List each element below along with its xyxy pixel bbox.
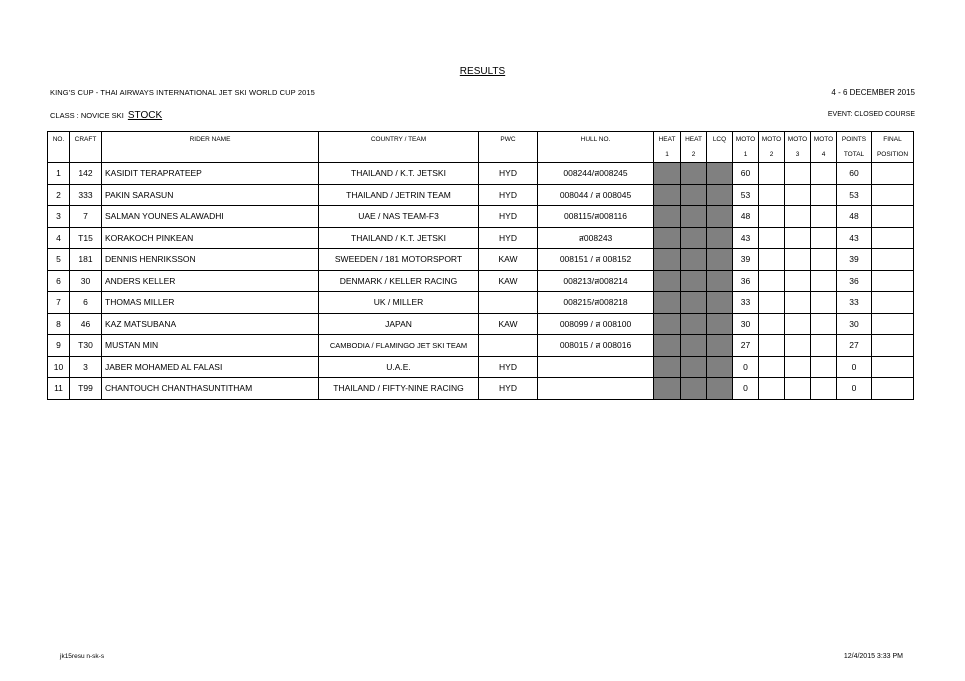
- moto2-cell: [759, 378, 785, 400]
- moto2-cell: [759, 227, 785, 249]
- moto2-cell: [759, 335, 785, 357]
- col-craft: CRAFT: [70, 132, 102, 163]
- hull-cell: [538, 356, 654, 378]
- craft-cell: 333: [70, 184, 102, 206]
- pwc-cell: HYD: [479, 184, 538, 206]
- lcq-cell: [707, 249, 733, 271]
- no-cell: 11: [48, 378, 70, 400]
- moto1-cell: 27: [733, 335, 759, 357]
- rider-cell: DENNIS HENRIKSSON: [102, 249, 319, 271]
- results-table: [47, 131, 914, 400]
- moto2-cell: [759, 292, 785, 314]
- moto3-cell: [785, 227, 811, 249]
- moto2-cell: [759, 313, 785, 335]
- country-cell: THAILAND / K.T. JETSKI: [319, 163, 479, 185]
- table-row: [48, 206, 914, 228]
- moto2-cell: [759, 356, 785, 378]
- moto2-cell: [759, 206, 785, 228]
- no-cell: 8: [48, 313, 70, 335]
- total-cell: 43: [837, 227, 872, 249]
- heat2-cell: [681, 270, 707, 292]
- heat1-cell: [654, 356, 681, 378]
- col-moto3-num: 3: [785, 146, 811, 163]
- rider-cell: CHANTOUCH CHANTHASUNTITHAM: [102, 378, 319, 400]
- moto4-cell: [811, 206, 837, 228]
- moto4-cell: [811, 378, 837, 400]
- pwc-cell: KAW: [479, 249, 538, 271]
- hull-cell: 008151 / ส 008152: [538, 249, 654, 271]
- col-pwc: PWC: [479, 132, 538, 163]
- final-position-cell: [872, 378, 914, 400]
- final-position-cell: [872, 313, 914, 335]
- rider-cell: ANDERS KELLER: [102, 270, 319, 292]
- craft-cell: 46: [70, 313, 102, 335]
- heat1-cell: [654, 313, 681, 335]
- moto4-cell: [811, 356, 837, 378]
- col-points: POINTS: [837, 132, 872, 147]
- table-row: [48, 292, 914, 314]
- country-cell: UK / MILLER: [319, 292, 479, 314]
- col-moto1-num: 1: [733, 146, 759, 163]
- moto1-cell: 0: [733, 356, 759, 378]
- class-label: [50, 110, 162, 121]
- lcq-cell: [707, 270, 733, 292]
- total-cell: 30: [837, 313, 872, 335]
- moto1-cell: 30: [733, 313, 759, 335]
- hull-cell: 008115/ส008116: [538, 206, 654, 228]
- moto4-cell: [811, 249, 837, 271]
- no-cell: 10: [48, 356, 70, 378]
- table-row: [48, 335, 914, 357]
- footer-file: jk15resu n-sk-s: [60, 653, 105, 660]
- pwc-cell: HYD: [479, 356, 538, 378]
- moto1-cell: 0: [733, 378, 759, 400]
- col-moto4-num: 4: [811, 146, 837, 163]
- col-hull: HULL NO.: [538, 132, 654, 163]
- table-row: [48, 356, 914, 378]
- event-dates: 4 - 6 DECEMBER 2015: [831, 88, 915, 97]
- moto4-cell: [811, 313, 837, 335]
- table-row: [48, 249, 914, 271]
- table-row: [48, 313, 914, 335]
- country-cell: THAILAND / FIFTY-NINE RACING: [319, 378, 479, 400]
- heat2-cell: [681, 356, 707, 378]
- class-label-text: CLASS : NOVICE SKI: [50, 111, 124, 120]
- craft-cell: T30: [70, 335, 102, 357]
- pwc-cell: KAW: [479, 313, 538, 335]
- col-lcq: LCQ: [707, 132, 733, 147]
- moto4-cell: [811, 335, 837, 357]
- lcq-cell: [707, 184, 733, 206]
- no-cell: 9: [48, 335, 70, 357]
- moto3-cell: [785, 270, 811, 292]
- moto2-cell: [759, 249, 785, 271]
- final-position-cell: [872, 249, 914, 271]
- table-row: [48, 163, 914, 185]
- col-no: NO.: [48, 132, 70, 163]
- heat2-cell: [681, 249, 707, 271]
- no-cell: 1: [48, 163, 70, 185]
- hull-cell: 008213/ส008214: [538, 270, 654, 292]
- final-position-cell: [872, 292, 914, 314]
- moto3-cell: [785, 206, 811, 228]
- moto3-cell: [785, 163, 811, 185]
- total-cell: 48: [837, 206, 872, 228]
- country-cell: UAE / NAS TEAM-F3: [319, 206, 479, 228]
- heat2-cell: [681, 378, 707, 400]
- col-moto1: MOTO: [733, 132, 759, 147]
- country-cell: JAPAN: [319, 313, 479, 335]
- col-final: FINAL: [872, 132, 914, 147]
- rider-cell: KORAKOCH PINKEAN: [102, 227, 319, 249]
- col-moto2-num: 2: [759, 146, 785, 163]
- col-rider: RIDER NAME: [102, 132, 319, 163]
- moto1-cell: 33: [733, 292, 759, 314]
- moto2-cell: [759, 163, 785, 185]
- pwc-cell: HYD: [479, 227, 538, 249]
- heat1-cell: [654, 227, 681, 249]
- moto4-cell: [811, 163, 837, 185]
- heat2-cell: [681, 206, 707, 228]
- lcq-cell: [707, 227, 733, 249]
- country-cell: THAILAND / JETRIN TEAM: [319, 184, 479, 206]
- moto3-cell: [785, 356, 811, 378]
- heat1-cell: [654, 206, 681, 228]
- total-cell: 33: [837, 292, 872, 314]
- col-heat1: HEAT: [654, 132, 681, 147]
- footer-timestamp: 12/4/2015 3:33 PM: [843, 653, 903, 660]
- craft-cell: 3: [70, 356, 102, 378]
- col-heat1-num: 1: [654, 146, 681, 163]
- hull-cell: 008099 / ส 008100: [538, 313, 654, 335]
- col-moto4: MOTO: [811, 132, 837, 147]
- craft-cell: 7: [70, 206, 102, 228]
- no-cell: 6: [48, 270, 70, 292]
- heat1-cell: [654, 292, 681, 314]
- craft-cell: 30: [70, 270, 102, 292]
- col-moto2: MOTO: [759, 132, 785, 147]
- total-cell: 0: [837, 356, 872, 378]
- hull-cell: 008044 / ส 008045: [538, 184, 654, 206]
- col-lcq-sub: [707, 146, 733, 163]
- moto3-cell: [785, 313, 811, 335]
- moto3-cell: [785, 184, 811, 206]
- col-country: COUNTRY / TEAM: [319, 132, 479, 163]
- final-position-cell: [872, 356, 914, 378]
- rider-cell: SALMAN YOUNES ALAWADHI: [102, 206, 319, 228]
- country-cell: DENMARK / KELLER RACING: [319, 270, 479, 292]
- pwc-cell: HYD: [479, 163, 538, 185]
- total-cell: 60: [837, 163, 872, 185]
- heat2-cell: [681, 163, 707, 185]
- col-moto3: MOTO: [785, 132, 811, 147]
- heat2-cell: [681, 184, 707, 206]
- total-cell: 39: [837, 249, 872, 271]
- heat1-cell: [654, 249, 681, 271]
- no-cell: 2: [48, 184, 70, 206]
- col-heat2: HEAT: [681, 132, 707, 147]
- moto1-cell: 48: [733, 206, 759, 228]
- heat1-cell: [654, 163, 681, 185]
- page-title: RESULTS: [459, 66, 506, 77]
- craft-cell: 181: [70, 249, 102, 271]
- moto3-cell: [785, 249, 811, 271]
- lcq-cell: [707, 206, 733, 228]
- pwc-cell: KAW: [479, 270, 538, 292]
- moto2-cell: [759, 270, 785, 292]
- lcq-cell: [707, 378, 733, 400]
- lcq-cell: [707, 313, 733, 335]
- no-cell: 3: [48, 206, 70, 228]
- total-cell: 27: [837, 335, 872, 357]
- hull-cell: 008015 / ส 008016: [538, 335, 654, 357]
- moto1-cell: 39: [733, 249, 759, 271]
- final-position-cell: [872, 163, 914, 185]
- craft-cell: 6: [70, 292, 102, 314]
- lcq-cell: [707, 292, 733, 314]
- craft-cell: T99: [70, 378, 102, 400]
- pwc-cell: HYD: [479, 378, 538, 400]
- craft-cell: T15: [70, 227, 102, 249]
- total-cell: 36: [837, 270, 872, 292]
- moto4-cell: [811, 184, 837, 206]
- moto3-cell: [785, 292, 811, 314]
- hull-cell: ส008243: [538, 227, 654, 249]
- craft-cell: 142: [70, 163, 102, 185]
- moto1-cell: 43: [733, 227, 759, 249]
- moto1-cell: 36: [733, 270, 759, 292]
- final-position-cell: [872, 227, 914, 249]
- pwc-cell: [479, 292, 538, 314]
- moto4-cell: [811, 292, 837, 314]
- heat1-cell: [654, 378, 681, 400]
- col-heat2-num: 2: [681, 146, 707, 163]
- rider-cell: THOMAS MILLER: [102, 292, 319, 314]
- rider-cell: MUSTAN MIN: [102, 335, 319, 357]
- heat2-cell: [681, 227, 707, 249]
- no-cell: 4: [48, 227, 70, 249]
- lcq-cell: [707, 335, 733, 357]
- rider-cell: PAKIN SARASUN: [102, 184, 319, 206]
- no-cell: 5: [48, 249, 70, 271]
- final-position-cell: [872, 270, 914, 292]
- final-position-cell: [872, 184, 914, 206]
- moto1-cell: 53: [733, 184, 759, 206]
- lcq-cell: [707, 356, 733, 378]
- moto3-cell: [785, 378, 811, 400]
- heat1-cell: [654, 184, 681, 206]
- country-cell: CAMBODIA / FLAMINGO JET SKI TEAM: [319, 335, 479, 357]
- moto3-cell: [785, 335, 811, 357]
- moto1-cell: 60: [733, 163, 759, 185]
- class-value: STOCK: [127, 110, 163, 121]
- final-position-cell: [872, 335, 914, 357]
- heat2-cell: [681, 335, 707, 357]
- heat2-cell: [681, 292, 707, 314]
- table-row: [48, 270, 914, 292]
- final-position-cell: [872, 206, 914, 228]
- no-cell: 7: [48, 292, 70, 314]
- hull-cell: 008244/ส008245: [538, 163, 654, 185]
- rider-cell: JABER MOHAMED AL FALASI: [102, 356, 319, 378]
- table-row: [48, 378, 914, 400]
- rider-cell: KAZ MATSUBANA: [102, 313, 319, 335]
- event-name: KING'S CUP - THAI AIRWAYS INTERNATIONAL JET SKI WORLD CUP 2015: [50, 88, 315, 97]
- lcq-cell: [707, 163, 733, 185]
- heat2-cell: [681, 313, 707, 335]
- rider-cell: KASIDIT TERAPRATEEP: [102, 163, 319, 185]
- country-cell: THAILAND / K.T. JETSKI: [319, 227, 479, 249]
- table-row: [48, 227, 914, 249]
- table-row: [48, 184, 914, 206]
- hull-cell: [538, 378, 654, 400]
- moto2-cell: [759, 184, 785, 206]
- col-points-sub: TOTAL: [837, 146, 872, 163]
- total-cell: 53: [837, 184, 872, 206]
- heat1-cell: [654, 335, 681, 357]
- event-type: EVENT: CLOSED COURSE: [827, 111, 915, 118]
- pwc-cell: HYD: [479, 206, 538, 228]
- heat1-cell: [654, 270, 681, 292]
- country-cell: SWEEDEN / 181 MOTORSPORT: [319, 249, 479, 271]
- col-final-sub: POSITION: [872, 146, 914, 163]
- hull-cell: 008215/ส008218: [538, 292, 654, 314]
- moto4-cell: [811, 270, 837, 292]
- pwc-cell: [479, 335, 538, 357]
- moto4-cell: [811, 227, 837, 249]
- country-cell: U.A.E.: [319, 356, 479, 378]
- total-cell: 0: [837, 378, 872, 400]
